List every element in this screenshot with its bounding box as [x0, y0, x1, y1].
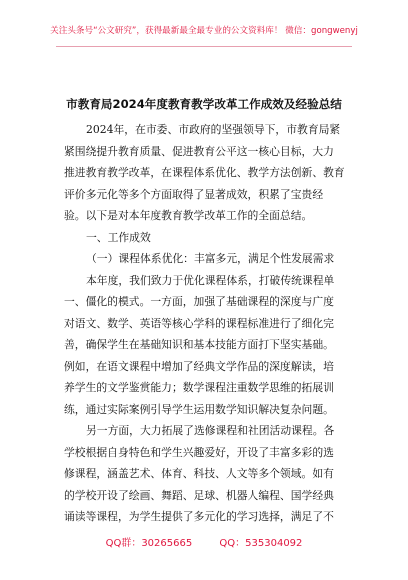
promo-header: 关注头条号“公文研究”，获得最新最全最专业的公文资料库！ 微信：gongwenyj [50, 26, 358, 36]
body-line: 2024年，在市委、市政府的坚强领导下，市教育局紧 [86, 123, 341, 136]
body-line: 一、僵化的模式。一方面，加强了基础课程的深度与广度 [64, 295, 334, 308]
body-line: 练，通过实际案例引导学生运用数学知识解决复杂问题。 [64, 402, 334, 416]
document-title: 市教育局2024年度教育教学改革工作成效及经验总结 [66, 97, 342, 111]
body-line: 对语文、数学、英语等核心学科的课程标准进行了细化完 [64, 316, 334, 330]
body-line: 例如，在语文课程中增加了经典文学作品的深度解读，培 [64, 359, 334, 373]
body-line: 紧围绕提升教育质量、促进教育公平这一核心目标，大力 [64, 144, 334, 158]
body-line: 学校根据自身特色和学生兴趣爱好，开设了丰富多彩的选 [64, 445, 334, 459]
qq-group-label: QQ群：30265665 [105, 538, 193, 549]
header-divider [56, 46, 352, 47]
section-heading: 一、工作成效 [86, 230, 151, 244]
body-line: 本年度，我们致力于优化课程体系，打破传统课程单 [86, 273, 335, 287]
qq-contact-label: QQ：535304092 [219, 538, 303, 549]
subsection-heading: （一）课程体系优化：丰富多元，满足个性发展需求 [86, 252, 335, 265]
body-line: 的学校开设了绘画、舞蹈、足球、机器人编程、国学经典 [64, 488, 334, 502]
body-line: 善，确保学生在基础知识和基本技能方面打下坚实基础。 [64, 338, 334, 351]
contact-footer [0, 534, 408, 549]
body-line: 验。以下是对本年度教育教学改革工作的全面总结。 [64, 209, 313, 222]
document-body [64, 119, 350, 528]
body-line: 诵读等课程，为学生提供了多元化的学习选择，满足了不 [64, 510, 334, 523]
body-line: 评价多元化等多个方面取得了显著成效，积累了宝贵经 [64, 187, 324, 201]
body-line: 推进教育教学改革，在课程体系优化、教学方法创新、教育 [64, 166, 345, 179]
body-line: 修课程，涵盖艺术、体育、科技、人文等多个领域。如有 [64, 467, 334, 480]
body-line: 养学生的文学鉴赏能力；数学课程注重数学思维的拓展训 [64, 381, 334, 394]
body-line: 另一方面，大力拓展了选修课程和社团活动课程。各 [86, 424, 335, 437]
